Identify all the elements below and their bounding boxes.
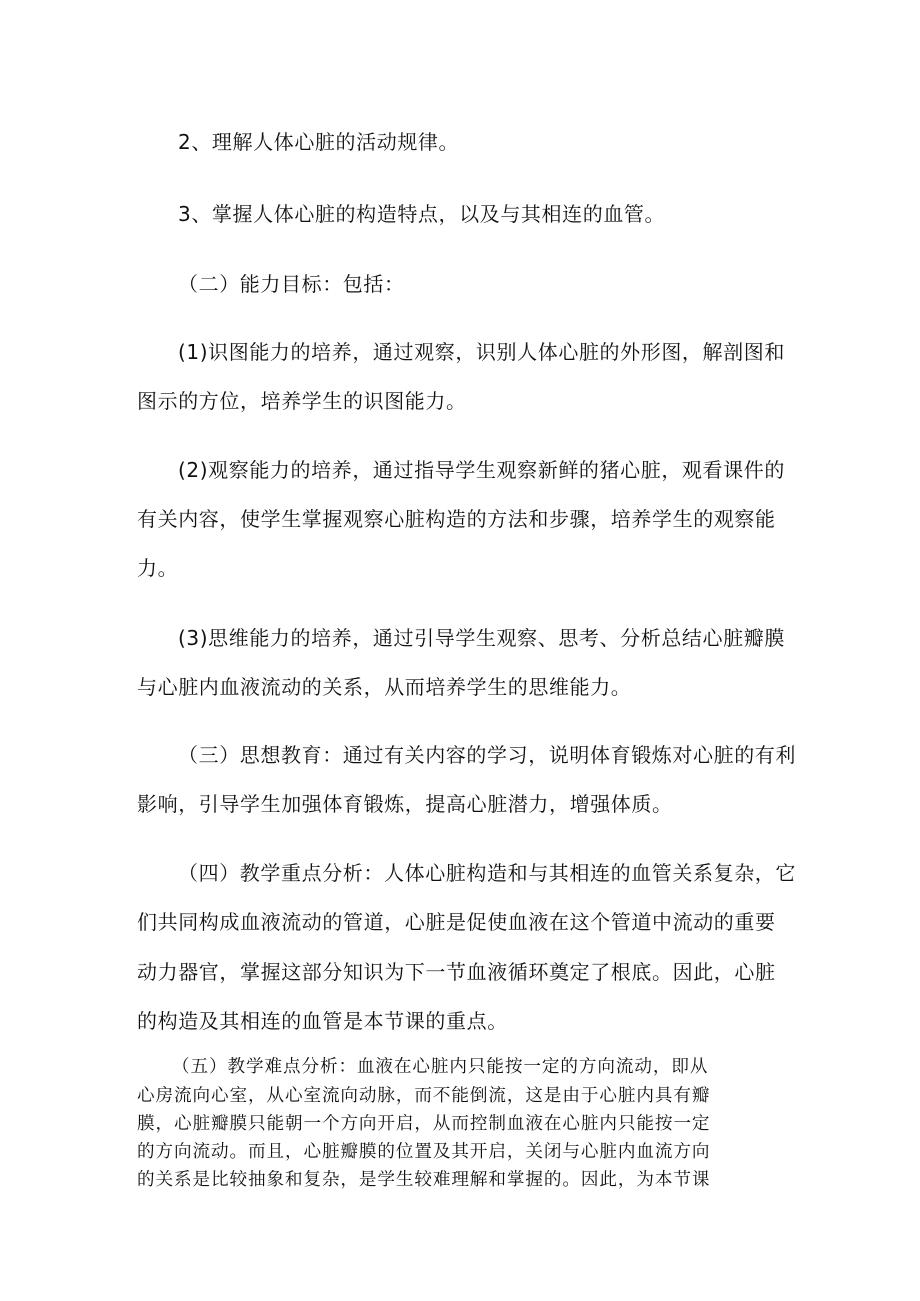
ability-2-line-3: 力。	[137, 556, 179, 580]
moral-education-line-1: （三）思想教育：通过有关内容的学习，说明体育锻炼对心脏的有利	[178, 743, 796, 767]
key-points-line-1: （四）教学重点分析：人体心脏构造和与其相连的血管关系复杂，它	[178, 861, 796, 885]
ability-3-line-1: (3)思维能力的培养，通过引导学生观察、思考、分析总结心脏瓣膜	[178, 626, 785, 650]
objective-3-line-1: 3、掌握人体心脏的构造特点，以及与其相连的血管。	[178, 202, 666, 226]
ability-1-line-2: 图示的方位，培养学生的识图能力。	[137, 389, 467, 413]
ability-goals-heading: （二）能力目标：包括：	[178, 272, 405, 296]
ability-2-line-1: (2)观察能力的培养，通过指导学生观察新鲜的猪心脏，观看课件的	[178, 458, 785, 482]
difficulty-line-1: （五）教学难点分析：血液在心脏内只能按一定的方向流动，即从	[172, 1057, 709, 1077]
key-points-line-3: 动力器官，掌握这部分知识为下一节血液循环奠定了根底。因此，心脏	[137, 960, 776, 984]
difficulty-line-5: 的关系是比较抽象和复杂，是学生较难理解和掌握的。因此，为本节课	[137, 1170, 711, 1190]
difficulty-line-4: 的方向流动。而且，心脏瓣膜的位置及其开启，关闭与心脏内血流方向	[137, 1142, 711, 1162]
difficulty-line-2: 心房流向心室，从心室流向动脉，而不能倒流，这是由于心脏内具有瓣	[137, 1086, 711, 1106]
ability-2-line-2: 有关内容，使学生掌握观察心脏构造的方法和步骤，培养学生的观察能	[137, 507, 776, 531]
objective-2-line-1: 2、理解人体心脏的活动规律。	[178, 130, 460, 154]
ability-3-line-2: 与心脏内血液流动的关系，从而培养学生的思维能力。	[137, 675, 632, 699]
moral-education-line-2: 影响，引导学生加强体育锻炼，提高心脏潜力，增强体质。	[137, 792, 673, 816]
key-points-line-4: 的构造及其相连的血管是本节课的重点。	[137, 1009, 508, 1033]
key-points-line-2: 们共同构成血液流动的管道，心脏是促使血液在这个管道中流动的重要	[137, 910, 776, 934]
difficulty-line-3: 膜，心脏瓣膜只能朝一个方向开启，从而控制血液在心脏内只能按一定	[137, 1114, 711, 1134]
ability-1-line-1: (1)识图能力的培养，通过观察，识别人体心脏的外形图，解剖图和	[178, 340, 785, 364]
